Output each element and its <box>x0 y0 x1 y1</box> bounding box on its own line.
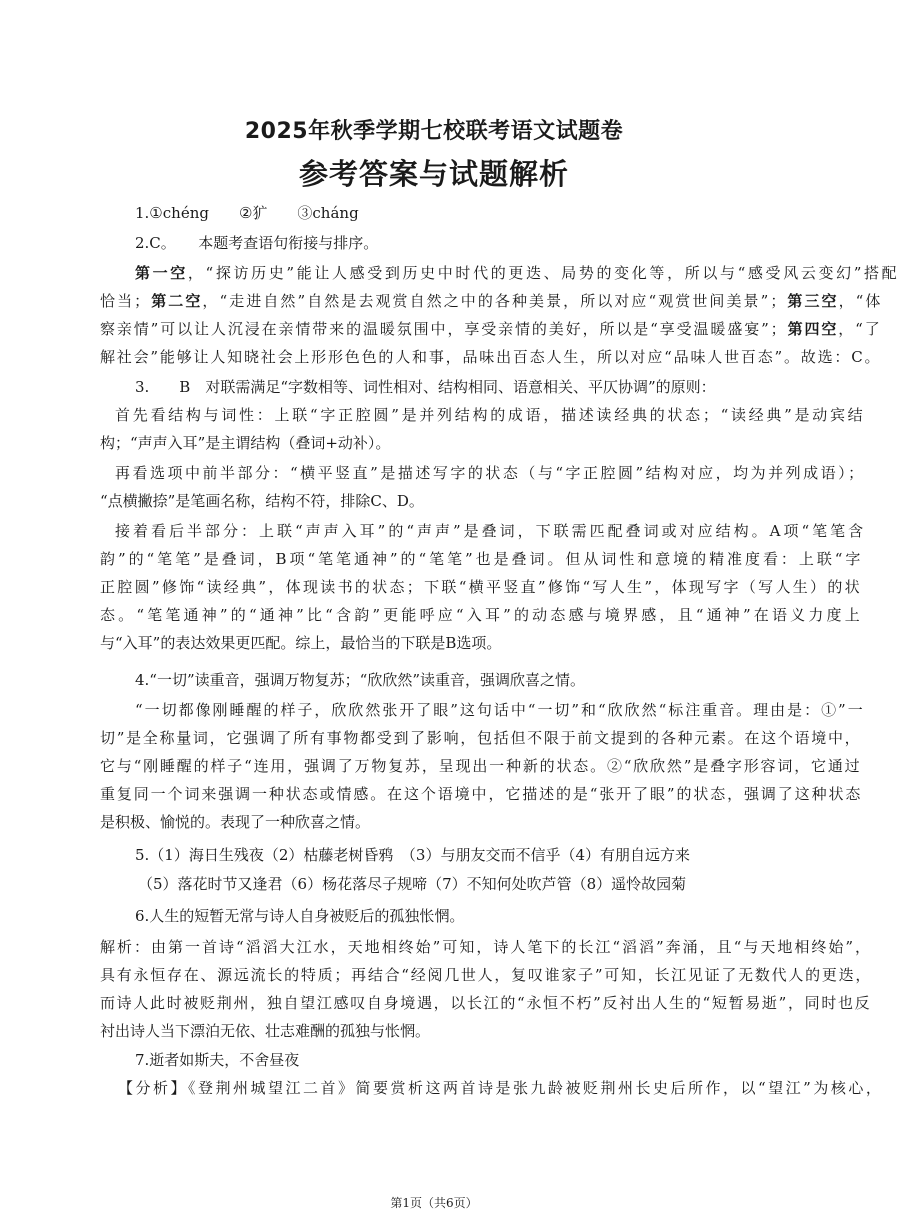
text-line: 解析：由第一首诗“滔滔大江水，天地相终始”可知，诗人笔下的长江“滔滔”奔涌，且“与天地相终始”， <box>100 938 873 956</box>
text-line: 【分析】《登荆州城望江二首》简要赏析这两首诗是张九龄被贬荆州长史后所作，以“望江”为核心， <box>118 1079 884 1097</box>
text-line: 接着看后半部分：上联“声声入耳”的“声声”是叠词，下联需匹配叠词或对应结构。A项“笔笔含 <box>115 522 867 540</box>
text-line: 重复同一个词来强调一种状态或情感。在这个语境中，它描述的是“张开了眼”的状态，强调了这种状态 <box>100 785 863 803</box>
text-line: 而诗人此时被贬荆州，独自望江感叹自身境遇，以长江的“永恒不朽”反衬出人生的“短暂易逝”，同时也反 <box>100 994 872 1012</box>
text-line: 与“入耳”的表达效果更匹配。综上，最恰当的下联是B选项。 <box>100 634 502 652</box>
text-line: 它与“刚睡醒的样子“连用，强调了万物复苏，呈现出一种新的状态。②“欣欣然”是叠字形容词，它通过 <box>100 757 862 775</box>
text-line: 第一空，“探访历史”能让人感受到历史中时代的更迭、局势的变化等，所以与“感受风云变幻”搭配 <box>135 264 899 282</box>
page-footer: 第1页（共6页） <box>390 1196 478 1210</box>
text-line: （5）落花时节又逢君（6）杨花落尽子规啼（7）不知何处吹芦管（8）遥怜故园菊 <box>138 875 687 893</box>
text-line: 7.逝者如斯夫，不舍昼夜 <box>135 1051 300 1069</box>
text-line: 构；“声声入耳”是主谓结构（叠词+动补）。 <box>100 434 391 452</box>
text-line: 1.①chéng ②犷 ③cháng <box>135 204 359 222</box>
text-line: 6.人生的短暂无常与诗人自身被贬后的孤独怅惘。 <box>135 907 465 925</box>
answer-key-subtitle: 参考答案与试题解析 <box>298 157 569 191</box>
text-line: 3. B 对联需满足“字数相等、词性相对、结构相同、语意相关、平仄协调”的原则： <box>135 378 716 396</box>
text-line: 首先看结构与词性：上联“字正腔圆”是并列结构的成语，描述读经典的状态；“读经典”是动宾结 <box>115 406 866 424</box>
text-line: 解社会”能够让人知晓社会上形形色色的人和事，品味出百态人生，所以对应“品味人世百态”。故选：C。 <box>100 348 882 366</box>
text-line: 韵”的“笔笔”是叠词，B项“笔笔通神”的“笔笔”也是叠词。但从词性和意境的精准度看：上联“字 <box>100 550 864 568</box>
text-line: 具有永恒存在、源远流长的特质；再结合“经阅几世人，复叹谁家子”可知，长江见证了无数代人的更迭， <box>100 966 873 984</box>
text-line: 4.“一切”读重音，强调万物复苏；“欣欣然”读重音，强调欣喜之情。 <box>135 671 585 689</box>
text-line: 察亲情”可以让人沉浸在亲情带来的温暖氛围中，享受亲情的美好，所以是“享受温暖盛宴”；第四空，“了 <box>100 320 882 338</box>
exam-title: 2025年秋季学期七校联考语文试题卷 <box>244 119 624 144</box>
text-line: 2.C。 本题考查语句衔接与排序。 <box>135 234 379 252</box>
text-line: “点横撇捺”是笔画名称，结构不符，排除C、D。 <box>100 492 424 510</box>
text-line: 正腔圆”修饰“读经典”，体现读书的状态；下联“横平竖直”修饰“写人生”，体现写字（写人生）的状 <box>100 578 862 596</box>
text-line: 是积极、愉悦的。表现了一种欣喜之情。 <box>100 813 371 831</box>
text-line: 切”是全称量词，它强调了所有事物都受到了影响，包括但不限于前文提到的各种元素。在这个语境中， <box>100 729 862 747</box>
text-line: 态。“笔笔通神”的“通神”比“含韵”更能呼应“入耳”的动态感与境界感，且“通神”在语义力度上 <box>100 606 863 624</box>
text-line: 5.（1）海日生残夜（2）枯藤老树昏鸦 （3）与朋友交而不信乎（4）有朋自远方来 <box>135 846 690 864</box>
text-line: 衬出诗人当下漂泊无依、壮志难酬的孤独与怅惘。 <box>100 1022 431 1040</box>
text-line: “一切都像刚睡醒的样子，欣欣然张开了眼”这句话中“一切”和“欣欣然“标注重音。理由是：①”一 <box>135 701 865 719</box>
text-line: 恰当；第二空，“走进自然”自然是去观赏自然之中的各种美景，所以对应“观赏世间美景”；第三空，“体 <box>100 292 883 310</box>
text-line: 再看选项中前半部分：“横平竖直”是描述写字的状态（与“字正腔圆”结构对应，均为并列成语）； <box>115 464 866 482</box>
